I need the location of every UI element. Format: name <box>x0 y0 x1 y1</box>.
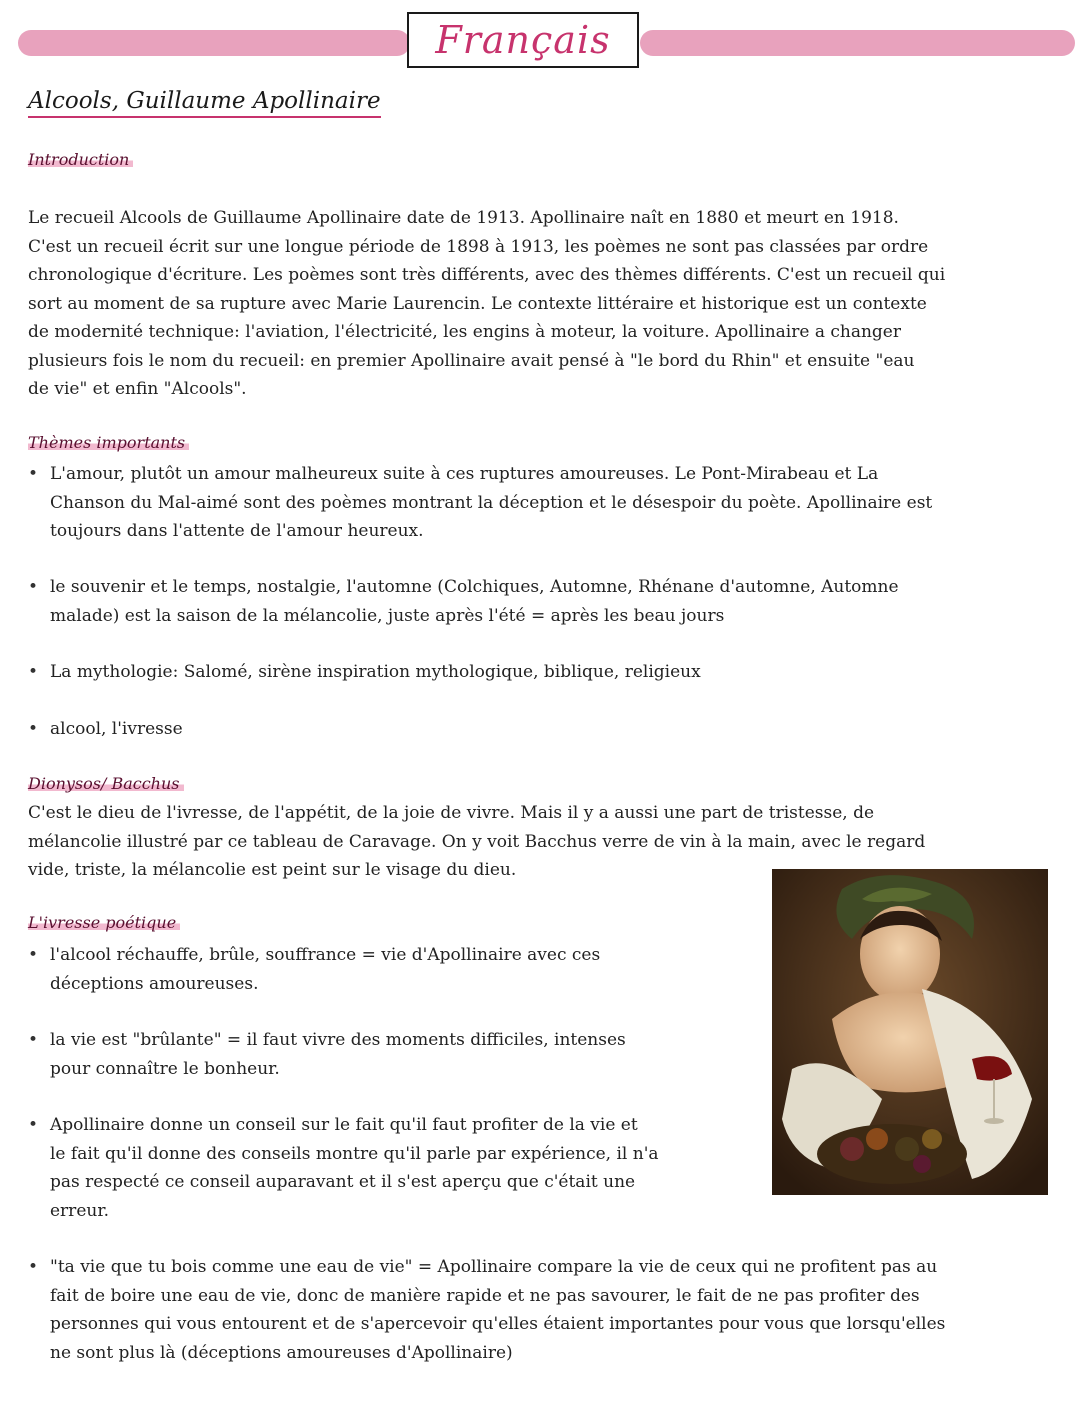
bullet-line: déceptions amoureuses. <box>50 973 259 994</box>
bullet-line: Chanson du Mal-aimé sont des poèmes montrant la déception et le désespoir du poète. Apollinaire est <box>50 492 933 513</box>
ivresse-heading: L'ivresse poétique <box>28 913 180 932</box>
bullet-line: • "ta vie que tu bois comme une eau de vie" = Apollinaire compare la vie de ceux qui ne profitent pas au <box>50 1257 938 1277</box>
themes-heading: Thèmes importants <box>28 433 189 452</box>
theme-item-love <box>50 460 932 546</box>
theme-item-memory <box>50 573 899 630</box>
bullet-line: • Apollinaire donne un conseil sur le fait qu'il faut profiter de la vie et <box>50 1115 638 1135</box>
bacchus-painting-icon <box>772 869 1048 1195</box>
ivresse-item-advice <box>50 1111 659 1225</box>
intro-heading: Introduction <box>28 150 133 169</box>
bullet-line: erreur. <box>50 1200 109 1221</box>
header-decor-bar-right <box>640 30 1075 56</box>
intro-line: de modernité technique: l'aviation, l'électricité, les engins à moteur, la voiture. Apollinaire a changer <box>28 322 901 342</box>
bullet-line: • l'alcool réchauffe, brûle, souffrance = vie d'Apollinaire avec ces <box>50 945 601 965</box>
bullet-line: • La mythologie: Salomé, sirène inspiration mythologique, biblique, religieux <box>50 662 701 682</box>
document-title: Alcools, Guillaume Apollinaire <box>28 88 381 118</box>
bullet-line: toujours dans l'attente de l'amour heureux. <box>50 521 424 541</box>
header-decor-bar-left <box>18 30 410 56</box>
intro-line: Le recueil Alcools de Guillaume Apollinaire date de 1913. Apollinaire naît en 1880 et meurt en 1918. <box>28 208 899 228</box>
bullet-line: personnes qui vous entourent et de s'apercevoir qu'elles étaient importantes pour vous que lorsqu'elles <box>50 1314 946 1334</box>
ivresse-item-quote <box>50 1253 945 1367</box>
intro-line: C'est un recueil écrit sur une longue période de 1898 à 1913, les poèmes ne sont pas classées par ordre <box>28 236 929 257</box>
bullet-line: • la vie est "brûlante" = il faut vivre des moments difficiles, intenses <box>50 1030 626 1050</box>
intro-line: de vie" et enfin "Alcools". <box>28 379 247 399</box>
bullet-line: pour connaître le bonheur. <box>50 1058 280 1079</box>
dionysos-line: C'est le dieu de l'ivresse, de l'appétit, de la joie de vivre. Mais il y a aussi une part de tristesse, de <box>28 803 875 823</box>
bullet-line: • alcool, l'ivresse <box>50 719 183 739</box>
theme-item-mythology <box>50 658 701 687</box>
bullet-line: malade) est la saison de la mélancolie, juste après l'été = après les beau jours <box>50 605 725 626</box>
bullet-line: • le souvenir et le temps, nostalgie, l'automne (Colchiques, Automne, Rhénane d'automne, Automne <box>50 577 899 597</box>
dionysos-heading: Dionysos/ Bacchus <box>28 774 184 793</box>
dionysos-line: mélancolie illustré par ce tableau de Caravage. On y voit Bacchus verre de vin à la main, avec le regard <box>28 831 926 852</box>
dionysos-line: vide, triste, la mélancolie est peint sur le visage du dieu. <box>28 860 517 880</box>
ivresse-item-life <box>50 1026 626 1083</box>
bullet-line: • L'amour, plutôt un amour malheureux suite à ces ruptures amoureuses. Le Pont-Mirabeau et La <box>50 464 879 484</box>
bullet-line: ne sont plus là (déceptions amoureuses d'Apollinaire) <box>50 1342 513 1363</box>
ivresse-item-alcohol <box>50 941 600 998</box>
bullet-line: fait de boire une eau de vie, donc de manière rapide et ne pas savourer, le fait de ne pas profiter des <box>50 1285 920 1306</box>
theme-item-alcohol <box>50 715 183 744</box>
intro-line: plusieurs fois le nom du recueil: en premier Apollinaire avait pensé à "le bord du Rhin" et ensuite "eau <box>28 350 915 371</box>
bullet-line: pas respecté ce conseil auparavant et il s'est aperçu que c'était une <box>50 1172 636 1192</box>
intro-line: chronologique d'écriture. Les poèmes sont très différents, avec des thèmes différents. C'est un recueil qui <box>28 265 946 285</box>
intro-line: sort au moment de sa rupture avec Marie Laurencin. Le contexte littéraire et historique est un contexte <box>28 293 927 314</box>
intro-paragraph <box>28 204 1048 404</box>
bullet-line: le fait qu'il donne des conseils montre qu'il parle par expérience, il n'a <box>50 1143 659 1164</box>
subject-title: Français <box>407 12 639 68</box>
bacchus-painting <box>772 869 1048 1195</box>
